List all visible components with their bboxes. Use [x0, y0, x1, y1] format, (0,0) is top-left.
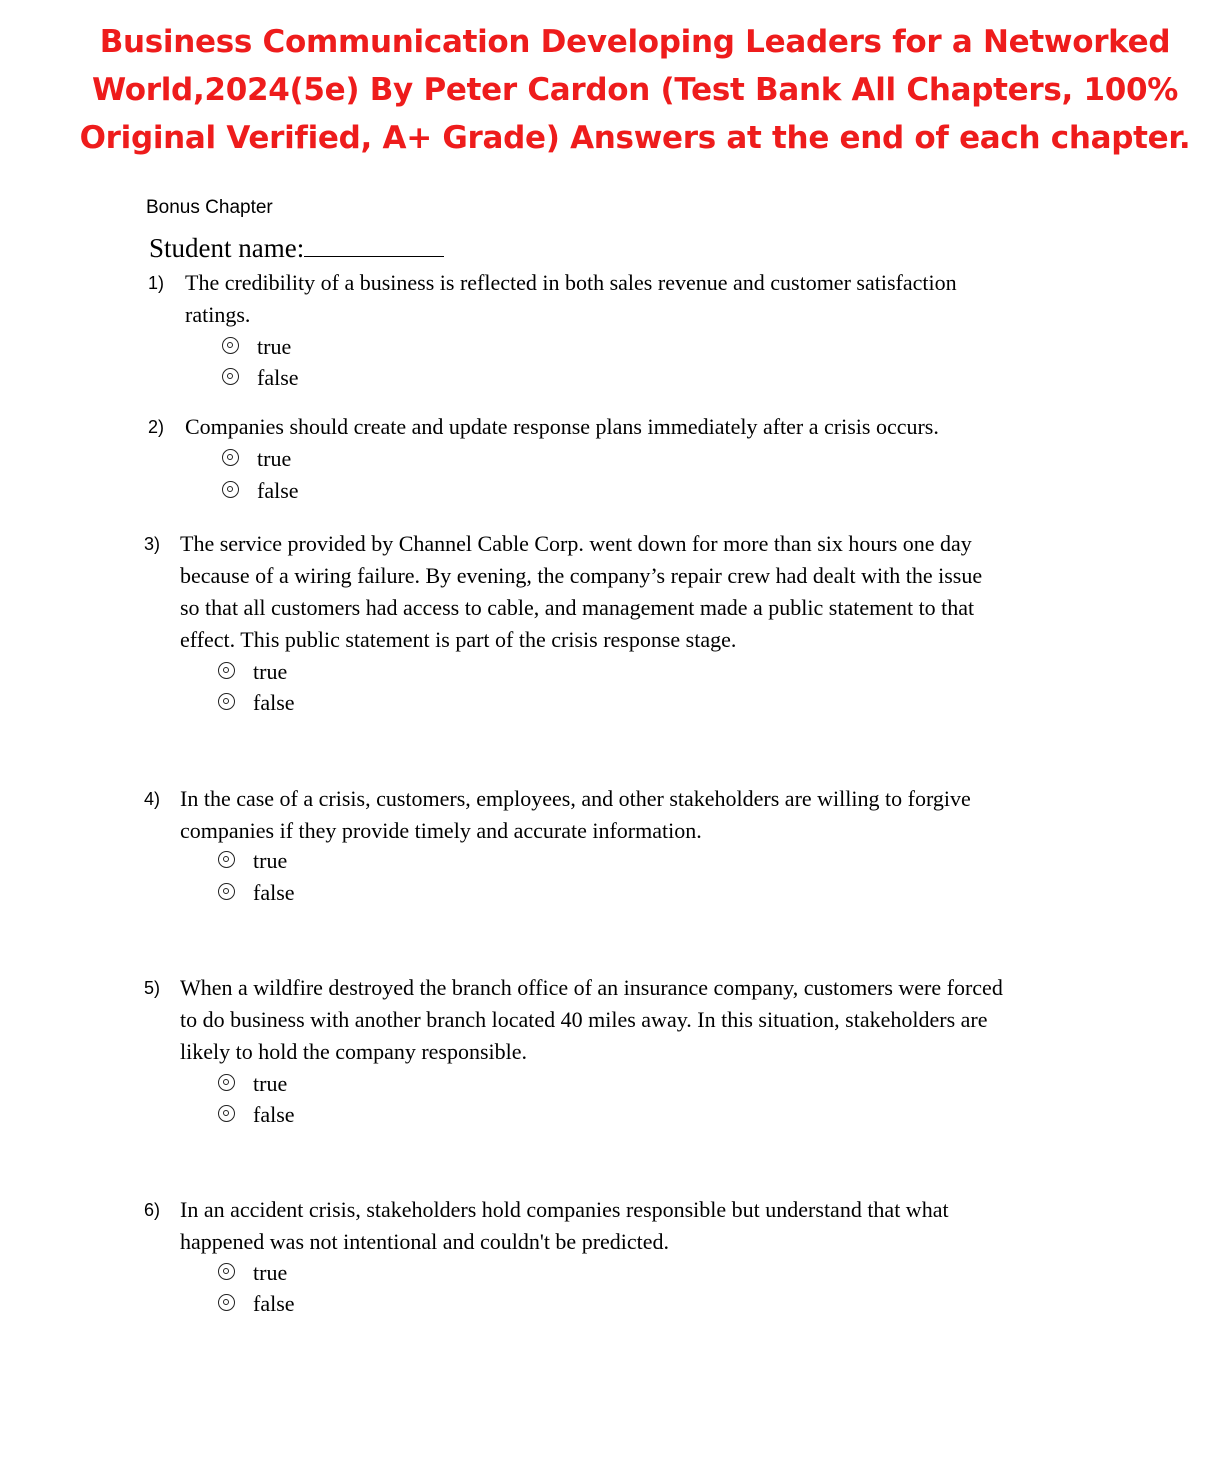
question-text	[180, 528, 982, 656]
student-name-label: Student name:	[149, 233, 305, 263]
question-text-line: ratings.	[185, 302, 251, 327]
question-text	[180, 783, 971, 847]
question-4	[144, 783, 1144, 913]
question-number: 5)	[144, 978, 161, 998]
radio-button-icon[interactable]	[218, 1074, 235, 1091]
question-number: 3)	[144, 534, 161, 554]
student-name-blank[interactable]	[304, 232, 444, 257]
question-text-line: When a wildfire destroyed the branch office of an insurance company, customers were forced	[180, 975, 1003, 1000]
question-text-line: The service provided by Channel Cable Corp. went down for more than six hours one day	[180, 531, 972, 556]
radio-button-icon[interactable]	[222, 481, 239, 498]
radio-button-icon[interactable]	[218, 1263, 235, 1280]
question-text-line: happened was not intentional and couldn't be predicted.	[180, 1229, 670, 1254]
question-number: 1)	[148, 273, 165, 293]
question-text-line: Companies should create and update response plans immediately after a crisis occurs.	[185, 414, 939, 439]
title-line-2: World,2024(5e) By Peter Cardon (Test Bank All Chapters, 100%	[91, 72, 1179, 108]
option-label: false	[253, 1291, 295, 1316]
option-label: true	[253, 848, 288, 873]
option-label: true	[253, 659, 288, 684]
option-label: false	[253, 880, 295, 905]
option-label: true	[257, 446, 292, 471]
question-number: 6)	[144, 1200, 161, 1220]
option-label: true	[257, 334, 292, 359]
question-text	[185, 267, 957, 331]
question-text-line: companies if they provide timely and accurate information.	[180, 818, 702, 843]
option-label: true	[253, 1260, 288, 1285]
question-1	[148, 267, 1148, 397]
option-label: false	[257, 365, 299, 390]
question-text-line: effect. This public statement is part of the crisis response stage.	[180, 627, 737, 652]
question-text-line: The credibility of a business is reflected in both sales revenue and customer satisfaction	[185, 270, 957, 295]
question-text-line: In the case of a crisis, customers, employees, and other stakeholders are willing to forgive	[180, 786, 971, 811]
option-label: true	[253, 1071, 288, 1096]
radio-button-icon[interactable]	[218, 1105, 235, 1122]
question-2	[148, 411, 1148, 511]
question-text-line: likely to hold the company responsible.	[180, 1039, 528, 1064]
question-text-line: so that all customers had access to cable, and management made a public statement to that	[180, 595, 975, 620]
radio-button-icon[interactable]	[222, 337, 239, 354]
question-text	[185, 411, 939, 443]
title-line-1: Business Communication Developing Leaders for a Networked	[99, 24, 1171, 60]
question-3	[144, 528, 1144, 728]
radio-button-icon[interactable]	[222, 368, 239, 385]
radio-button-icon[interactable]	[218, 693, 235, 710]
question-text	[180, 972, 1003, 1068]
question-5	[144, 972, 1144, 1132]
question-text-line: In an accident crisis, stakeholders hold companies responsible but understand that what	[180, 1197, 949, 1222]
radio-button-icon[interactable]	[218, 851, 235, 868]
student-name-row	[149, 232, 444, 264]
question-number: 2)	[148, 417, 165, 437]
chapter-label: Bonus Chapter	[146, 197, 273, 218]
question-number: 4)	[144, 789, 161, 809]
document-title	[60, 18, 1210, 162]
question-6	[144, 1194, 1144, 1324]
option-label: false	[257, 478, 299, 503]
option-label: false	[253, 1102, 295, 1127]
radio-button-icon[interactable]	[222, 449, 239, 466]
radio-button-icon[interactable]	[218, 1294, 235, 1311]
option-label: false	[253, 690, 295, 715]
radio-button-icon[interactable]	[218, 883, 235, 900]
question-text-line: to do business with another branch located 40 miles away. In this situation, stakeholders are	[180, 1007, 988, 1032]
question-text-line: because of a wiring failure. By evening, the company’s repair crew had dealt with the issue	[180, 563, 983, 588]
question-text	[180, 1194, 949, 1258]
radio-button-icon[interactable]	[218, 662, 235, 679]
title-line-3: Original Verified, A+ Grade) Answers at the end of each chapter.	[79, 120, 1191, 156]
